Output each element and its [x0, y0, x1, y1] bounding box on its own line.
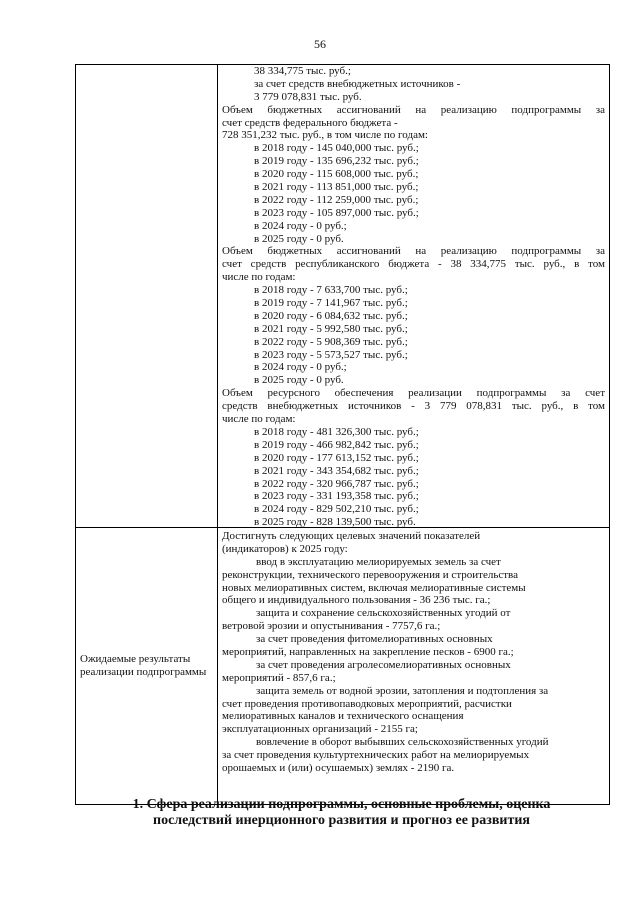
funding-line: счет средств республиканского бюджета - 38 334,775 тыс. руб., в том [222, 258, 605, 271]
funding-line: в 2020 году - 115 608,000 тыс. руб.; [254, 168, 419, 181]
funding-line: Объем бюджетных ассигнований на реализацию подпрограммы за [222, 245, 605, 258]
section-heading [75, 797, 608, 829]
funding-line: 728 351,232 тыс. руб., в том числе по годам: [222, 129, 428, 142]
expected-result-line: счет проведения противопаводковых мероприятий, расчистки [222, 697, 512, 710]
expected-result-line: общего и индивидуального пользования - 36 236 тыс. га.; [222, 594, 491, 607]
funding-line: в 2024 году - 829 502,210 тыс. руб.; [254, 503, 419, 516]
funding-line: в 2019 году - 7 141,967 тыс. руб.; [254, 297, 408, 310]
page-number: 56 [314, 37, 326, 51]
funding-line: в 2023 году - 105 897,000 тыс. руб.; [254, 206, 419, 219]
expected-result-line: орошаемых и (или) осушаемых) землях - 2190 га. [222, 762, 455, 775]
expected-result-line: мероприятий - 857,6 га.; [222, 671, 336, 684]
funding-line: в 2022 году - 5 908,369 тыс. руб.; [254, 335, 408, 348]
funding-line: счет средств федерального бюджета - [222, 116, 398, 129]
expected-result-line: мероприятий, направленных на закрепление песков - 6900 га.; [222, 646, 514, 659]
expected-result-line: эксплуатационных организаций - 2155 га; [222, 723, 418, 736]
expected-result-line: ветровой эрозии и опустынивания - 7757,6 га.; [222, 620, 441, 633]
funding-details-cell [218, 65, 609, 527]
funding-line: в 2021 году - 5 992,580 тыс. руб.; [254, 322, 408, 335]
expected-results-details-cell [218, 528, 609, 804]
funding-line: в 2025 году - 828 139,500 тыс. руб. [254, 516, 416, 529]
funding-line: в 2022 году - 320 966,787 тыс. руб.; [254, 477, 419, 490]
expected-results-label [76, 528, 218, 804]
expected-result-line: ввод в эксплуатацию мелиорируемых земель за счет [256, 555, 501, 568]
funding-line: в 2019 году - 135 696,232 тыс. руб.; [254, 155, 419, 168]
funding-line: в 2024 году - 0 руб.; [254, 361, 347, 374]
funding-line: средств внебюджетных источников - 3 779 078,831 тыс. руб., в том [222, 400, 605, 413]
subprogram-passport-table [75, 64, 610, 805]
expected-result-line: защита и сохранение сельскохозяйственных угодий от [256, 607, 511, 620]
funding-line: числе по годам: [222, 413, 296, 426]
funding-line: за счет средств внебюджетных источников - [254, 77, 461, 90]
expected-result-line: Достигнуть следующих целевых значений показателей [222, 530, 481, 542]
funding-line: 38 334,775 тыс. руб.; [254, 65, 351, 77]
funding-line: в 2021 году - 343 354,682 тыс. руб.; [254, 464, 419, 477]
funding-line: в 2020 году - 6 084,632 тыс. руб.; [254, 309, 408, 322]
expected-results-row [76, 527, 609, 804]
funding-line: Объем ресурсного обеспечения реализации подпрограммы за счет [222, 387, 605, 400]
funding-line: в 2022 году - 112 259,000 тыс. руб.; [254, 193, 419, 206]
expected-result-line: мелиоративных каналов и технического оснащения [222, 710, 464, 723]
expected-result-line: (индикаторов) к 2025 году: [222, 542, 348, 555]
funding-label-cell [76, 65, 218, 527]
funding-line: в 2025 году - 0 руб. [254, 232, 344, 245]
funding-row [76, 65, 609, 527]
funding-line: числе по годам: [222, 271, 296, 284]
expected-result-line: за счет проведения фитомелиоративных основных [256, 633, 493, 646]
funding-line: в 2020 году - 177 613,152 тыс. руб.; [254, 451, 419, 464]
funding-line: в 2018 году - 7 633,700 тыс. руб.; [254, 284, 408, 297]
expected-result-line: вовлечение в оборот выбывших сельскохозяйственных угодий [256, 736, 549, 749]
funding-line: в 2023 году - 5 573,527 тыс. руб.; [254, 348, 408, 361]
funding-line: в 2024 году - 0 руб.; [254, 219, 347, 232]
funding-line: в 2023 году - 331 193,358 тыс. руб.; [254, 490, 419, 503]
funding-line: в 2018 году - 145 040,000 тыс. руб.; [254, 142, 419, 155]
funding-line: Объем бюджетных ассигнований на реализацию подпрограммы за [222, 103, 605, 116]
funding-line: в 2025 году - 0 руб. [254, 374, 344, 387]
funding-line: 3 779 078,831 тыс. руб. [254, 90, 362, 103]
funding-line: в 2021 году - 113 851,000 тыс. руб.; [254, 181, 419, 194]
expected-result-line: за счет проведения культуртехнических работ на мелиорируемых [222, 749, 530, 762]
section-heading-line-1: 1. Сфера реализации подпрограммы, основные проблемы, оценка [132, 797, 551, 812]
expected-result-line: за счет проведения агролесомелиоративных основных [256, 658, 511, 671]
expected-result-line: защита земель от водной эрозии, затопления и подтопления за [256, 684, 549, 697]
expected-result-line: новых мелиоративных систем, включая мелиоративные системы [222, 581, 526, 594]
funding-line: в 2018 году - 481 326,300 тыс. руб.; [254, 425, 419, 438]
expected-result-line: реконструкции, технического перевооружения и строительства [222, 568, 518, 581]
expected-results-label-text: Ожидаемые результаты реализации подпрограммы [80, 653, 207, 678]
section-heading-line-2: последствий инерционного развития и прогноз ее развития [153, 813, 530, 828]
funding-line: в 2019 году - 466 982,842 тыс. руб.; [254, 438, 419, 451]
